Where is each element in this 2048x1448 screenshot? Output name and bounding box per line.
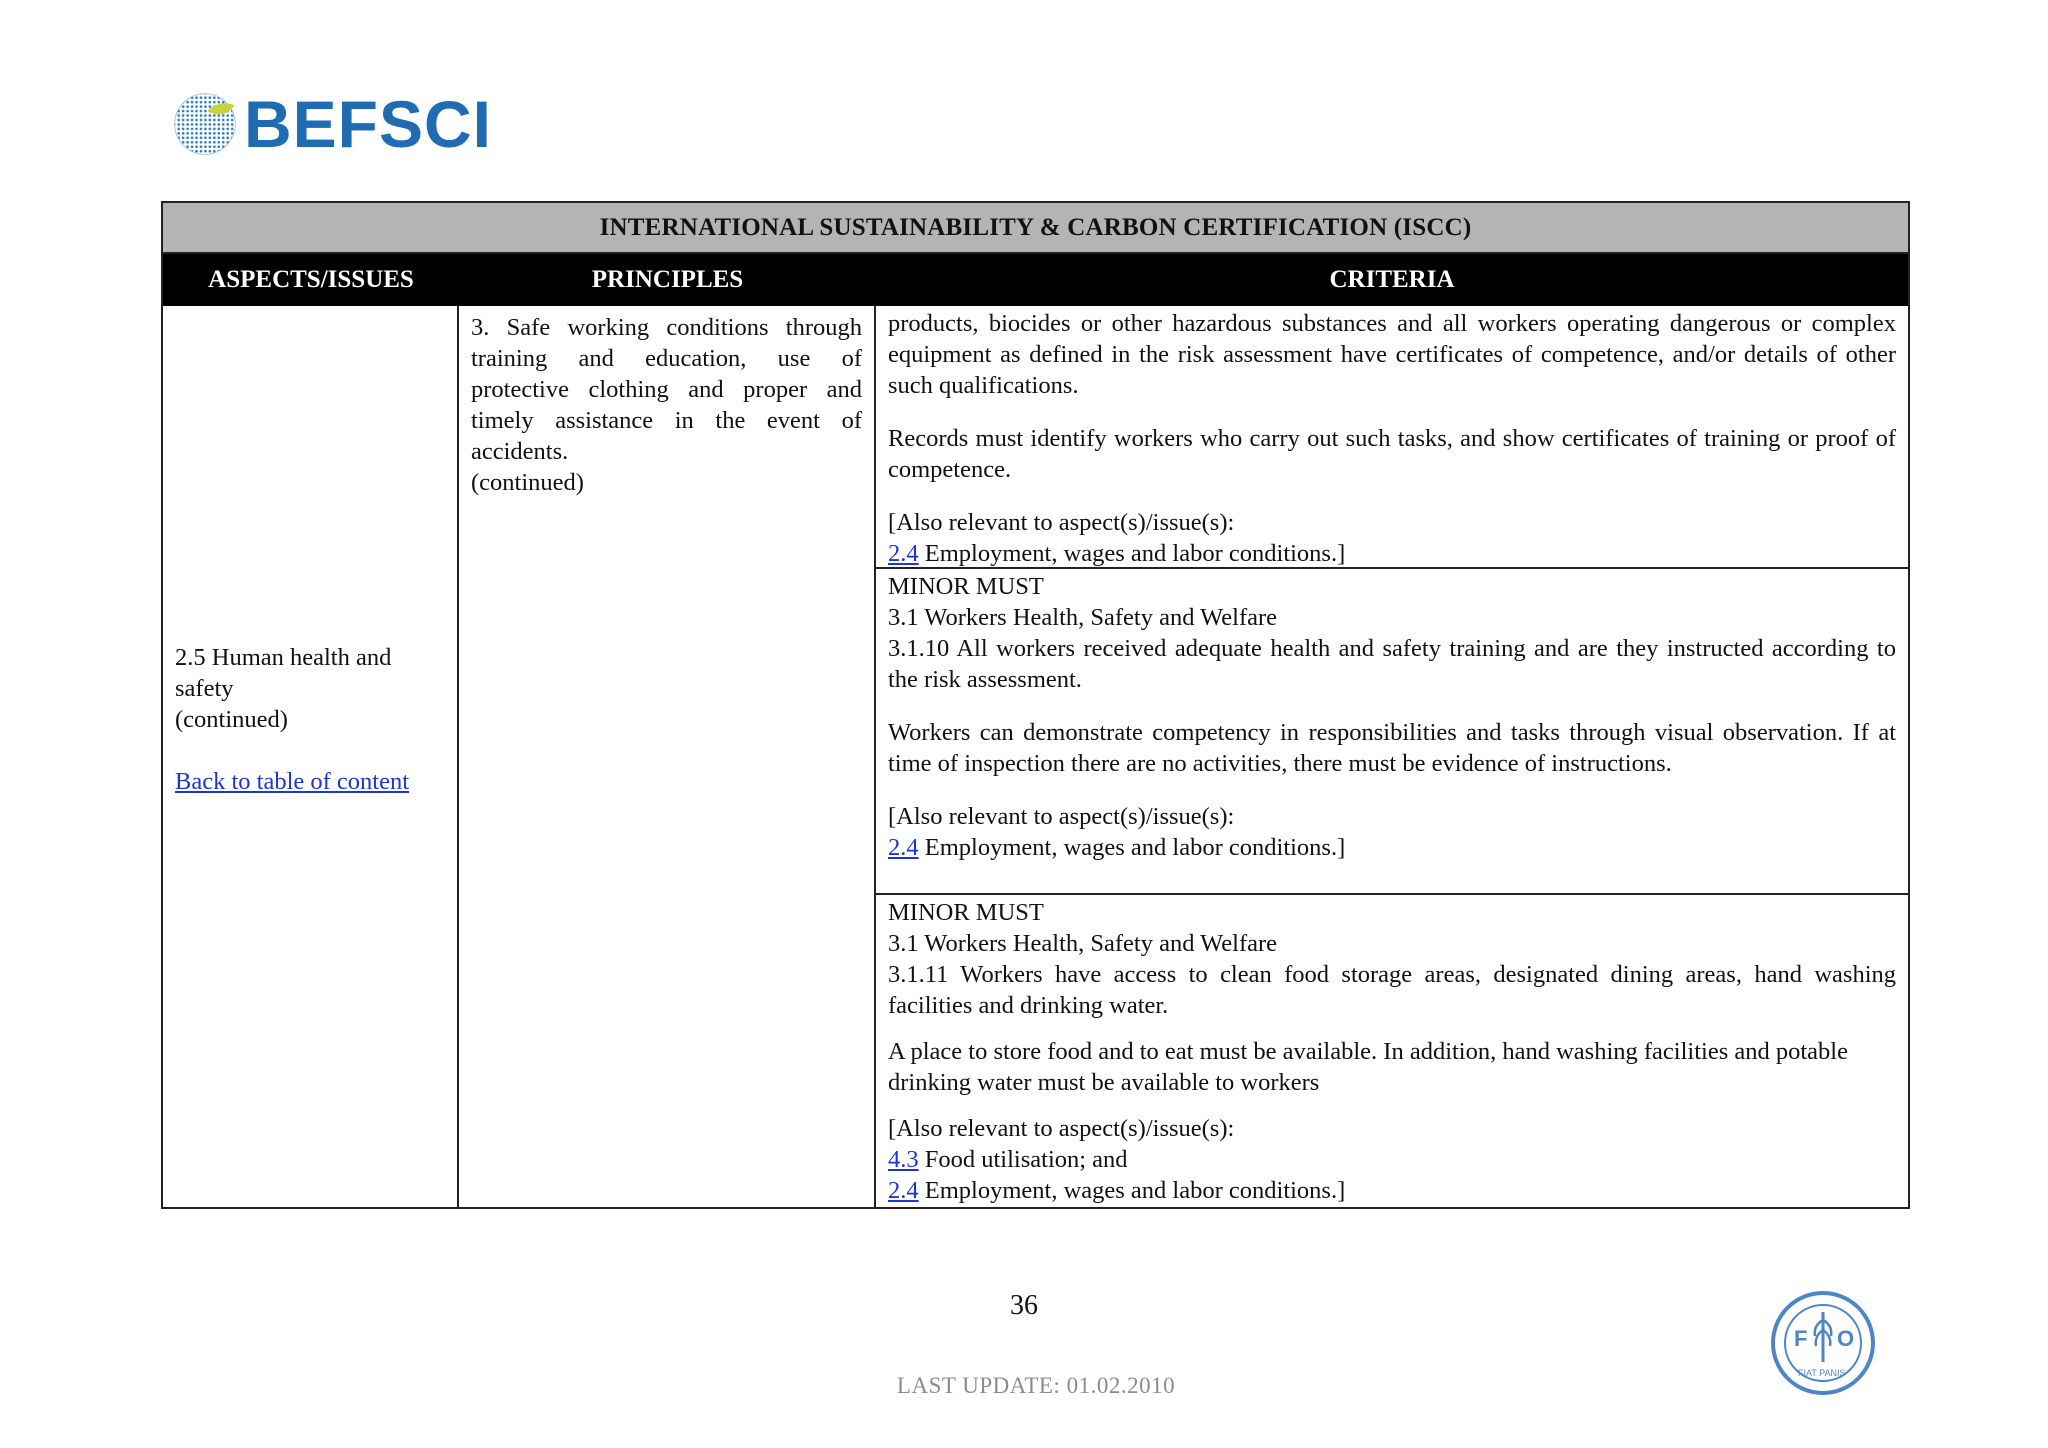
level-label: MINOR MUST (888, 573, 1044, 600)
last-update: LAST UPDATE: 01.02.2010 (896, 1373, 1176, 1398)
fao-letter-o: O (1837, 1326, 1855, 1351)
aspects-cell (163, 306, 459, 1207)
header-aspects: ASPECTS/ISSUES (163, 254, 459, 306)
relevant-text: Employment, wages and labor conditions.] (918, 1177, 1346, 1204)
fao-motto: FIAT PANIS (1798, 1368, 1846, 1378)
befsci-logo (172, 84, 492, 164)
relevant-label: [Also relevant to aspect(s)/issue(s): (888, 509, 1235, 536)
ref-link-2-4[interactable]: 2.4 (888, 540, 919, 567)
header-principles: PRINCIPLES (459, 254, 876, 306)
relevant-text: Food utilisation; and (918, 1146, 1128, 1173)
fao-logo-icon (1770, 1290, 1876, 1396)
relevant-item (888, 1144, 1896, 1175)
ref-link-2-4[interactable]: 2.4 (888, 1177, 919, 1204)
relevant-list (888, 1113, 1896, 1206)
aspect-line-1: 2.5 Human health and (175, 644, 392, 671)
criteria-block-1 (876, 306, 1908, 567)
back-to-toc-link[interactable]: Back to table of content (175, 768, 410, 795)
ref-link-4-3[interactable]: 4.3 (888, 1146, 919, 1173)
criteria-paragraph: Workers can demonstrate competency in responsibilities and tasks through visual observation. If at time of inspection there are no activities, there must be evidence of instructions. (888, 719, 1896, 777)
ref-link-2-4[interactable]: 2.4 (888, 834, 919, 861)
page-number: 36 (1010, 1290, 1038, 1321)
principle-continued: (continued) (471, 469, 584, 496)
level-label: MINOR MUST (888, 899, 1044, 926)
table-title: INTERNATIONAL SUSTAINABILITY & CARBON CERTIFICATION (ISCC) (163, 203, 1908, 254)
relevant-list (888, 801, 1896, 863)
section-label: 3.1 Workers Health, Safety and Welfare (888, 604, 1278, 631)
criteria-paragraph: 3.1.11 Workers have access to clean food storage areas, designated dining areas, hand washing facilities and drinking water. (888, 961, 1896, 1019)
section-label: 3.1 Workers Health, Safety and Welfare (888, 930, 1278, 957)
principles-cell (459, 306, 876, 1207)
principle-text: 3. Safe working conditions through training and education, use of protective clothing and proper and timely assistance in the event of accidents. (471, 314, 862, 465)
criteria-paragraph: products, biocides or other hazardous substances and all workers operating dangerous or complex equipment as defined in the risk assessment have certificates of competence, and/or details of other such qualifications. (888, 310, 1896, 399)
criteria-paragraph: A place to store food and to eat must be available. In addition, hand washing facilities and potable drinking water must be available to workers (888, 1038, 1848, 1096)
relevant-label: [Also relevant to aspect(s)/issue(s): (888, 1115, 1235, 1142)
header-criteria: CRITERIA (876, 254, 1908, 306)
relevant-list (888, 507, 1896, 569)
criteria-block-2 (876, 567, 1908, 893)
criteria-cell (876, 306, 1908, 1207)
relevant-item (888, 538, 1896, 569)
globe-icon (172, 87, 238, 161)
fao-letter-f: F (1794, 1326, 1808, 1351)
criteria-paragraph: 3.1.10 All workers received adequate health and safety training and are they instructed according to the risk assessment. (888, 635, 1896, 693)
aspect-label (175, 642, 391, 735)
relevant-label: [Also relevant to aspect(s)/issue(s): (888, 803, 1235, 830)
logo-wordmark: BEFSCI (243, 87, 492, 161)
criteria-paragraph: Records must identify workers who carry out such tasks, and show certificates of training or proof of competence. (888, 425, 1896, 483)
relevant-text: Employment, wages and labor conditions.] (918, 540, 1346, 567)
relevant-item (888, 1175, 1896, 1206)
aspect-line-2: safety (175, 675, 234, 702)
relevant-text: Employment, wages and labor conditions.] (918, 834, 1346, 861)
relevant-item (888, 832, 1896, 863)
iscc-criteria-table (161, 201, 1910, 1209)
aspect-line-3: (continued) (175, 706, 288, 733)
criteria-block-3 (876, 893, 1908, 1207)
